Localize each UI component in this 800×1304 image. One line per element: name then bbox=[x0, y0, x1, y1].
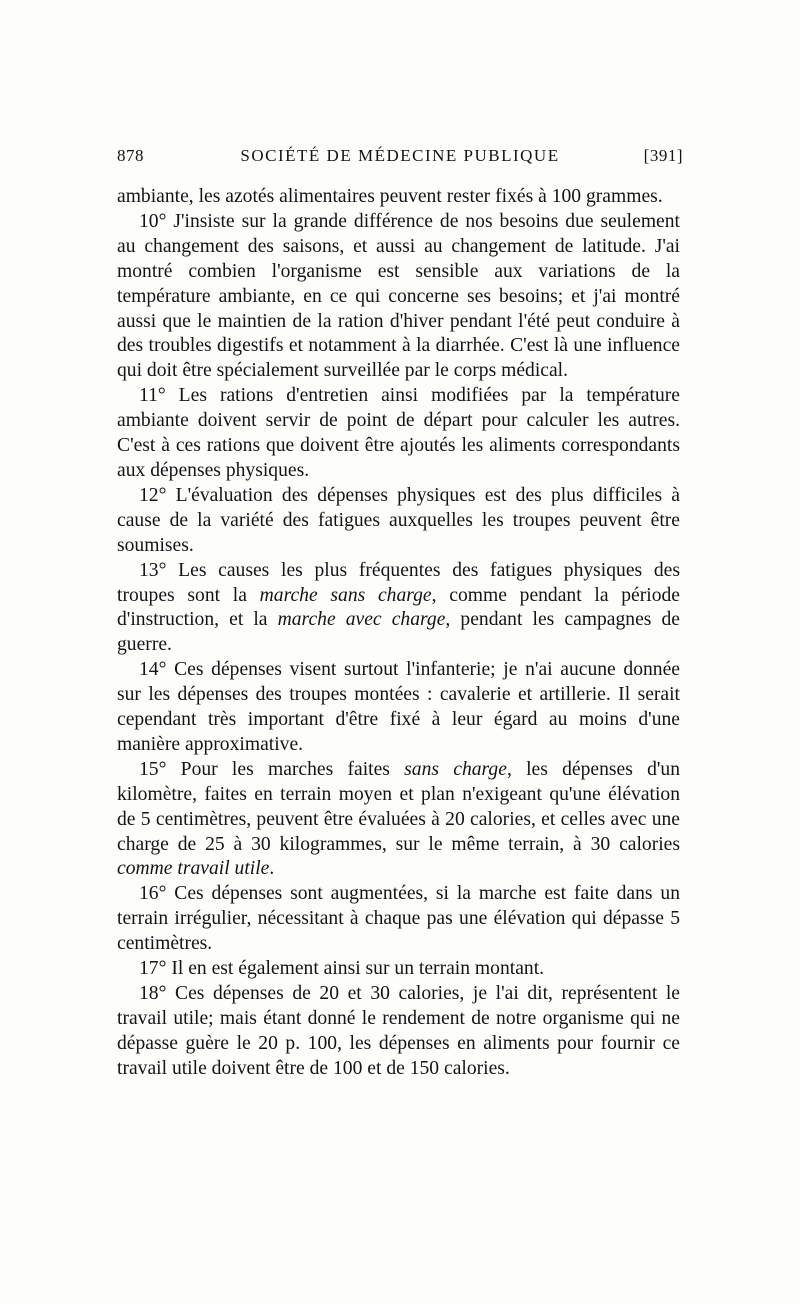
p13-italic-b: marche avec charge bbox=[277, 609, 446, 631]
paragraph-14: 14° Ces dépenses visent surtout l'infanterie; je n'ai aucune donnée sur les dépenses des troupes montées : cavalerie et artillerie. Il serait cependant très important d'être fixé à leur égard au moins d'une manière approximative. bbox=[117, 659, 680, 755]
paragraph-17: 17° Il en est également ainsi sur un terrain montant. bbox=[139, 958, 545, 980]
paragraph-11: 11° Les rations d'entretien ainsi modifiées par la température ambiante doivent servir de point de départ pour calculer les autres. C'est à ces rations que doivent être ajoutés les aliments correspondants aux dépenses physiques. bbox=[117, 385, 680, 481]
p15-text-b: , les dépenses d'un kilomètre, faites en terrain moyen et plan n'exigeant qu'une élévation de 5 centimètres, peuvent être évaluées à 20 calories, et celles avec une charge de 25 à 30 kilogrammes, sur le même terrain, à 30 calories bbox=[117, 758, 680, 855]
page-reference: [391] bbox=[643, 146, 683, 165]
paragraph-12: 12° L'évaluation des dépenses physiques est des plus difficiles à cause de la variété des fatigues auxquelles les troupes peuvent être soumises. bbox=[117, 484, 680, 556]
page-number: 878 bbox=[117, 146, 144, 165]
paragraph-10: 10° J'insiste sur la grande différence de nos besoins due seulement au changement des saisons, et aussi au changement de latitude. J'ai montré combien l'organisme est sensible aux variations de la température ambiante, en ce qui concerne ses besoins; et j'ai montré aussi que le maintien de la ration d'hiver pendant l'été peut conduire à des troubles digestifs et notamment à la diarrhée. C'est là une influence qui doit être spécialement surveillée par le corps médical. bbox=[117, 210, 680, 382]
p13-italic-a: marche sans charge bbox=[259, 584, 432, 606]
paragraph-continuation: ambiante, les azotés alimentaires peuvent rester fixés à 100 grammes. bbox=[117, 186, 663, 207]
p15-text-c: . bbox=[269, 858, 275, 880]
paragraph-15 bbox=[117, 758, 680, 883]
p15-italic-a: sans charge bbox=[404, 758, 507, 780]
running-header bbox=[117, 146, 683, 176]
p13-text-b: , comme pendant la période d'instruction, et la bbox=[117, 584, 680, 631]
paragraph-16: 16° Ces dépenses sont augmentées, si la marche est faite dans un terrain irrégulier, nécessitant à chaque pas une élévation qui dépasse 5 centimètres. bbox=[117, 883, 680, 955]
p13-text-c: , pendant les campagnes de guerre. bbox=[117, 609, 681, 656]
p15-italic-b: comme travail utile bbox=[117, 858, 270, 880]
text-body bbox=[117, 185, 680, 1082]
paragraph-13 bbox=[117, 559, 680, 659]
running-title: SOCIÉTÉ DE MÉDECINE PUBLIQUE bbox=[240, 146, 560, 165]
p13-text-a: 13° Les causes les plus fréquentes des fatigues physiques des troupes sont la bbox=[117, 559, 680, 606]
p15-text-a: 15° Pour les marches faites bbox=[139, 758, 405, 780]
paragraph-18: 18° Ces dépenses de 20 et 30 calories, je l'ai dit, représentent le travail utile; mais étant donné le rendement de notre organisme qui ne dépasse guère le 20 p. 100, les dépenses en aliments pour fournir ce travail utile doivent être de 100 et de 150 calories. bbox=[117, 983, 680, 1079]
